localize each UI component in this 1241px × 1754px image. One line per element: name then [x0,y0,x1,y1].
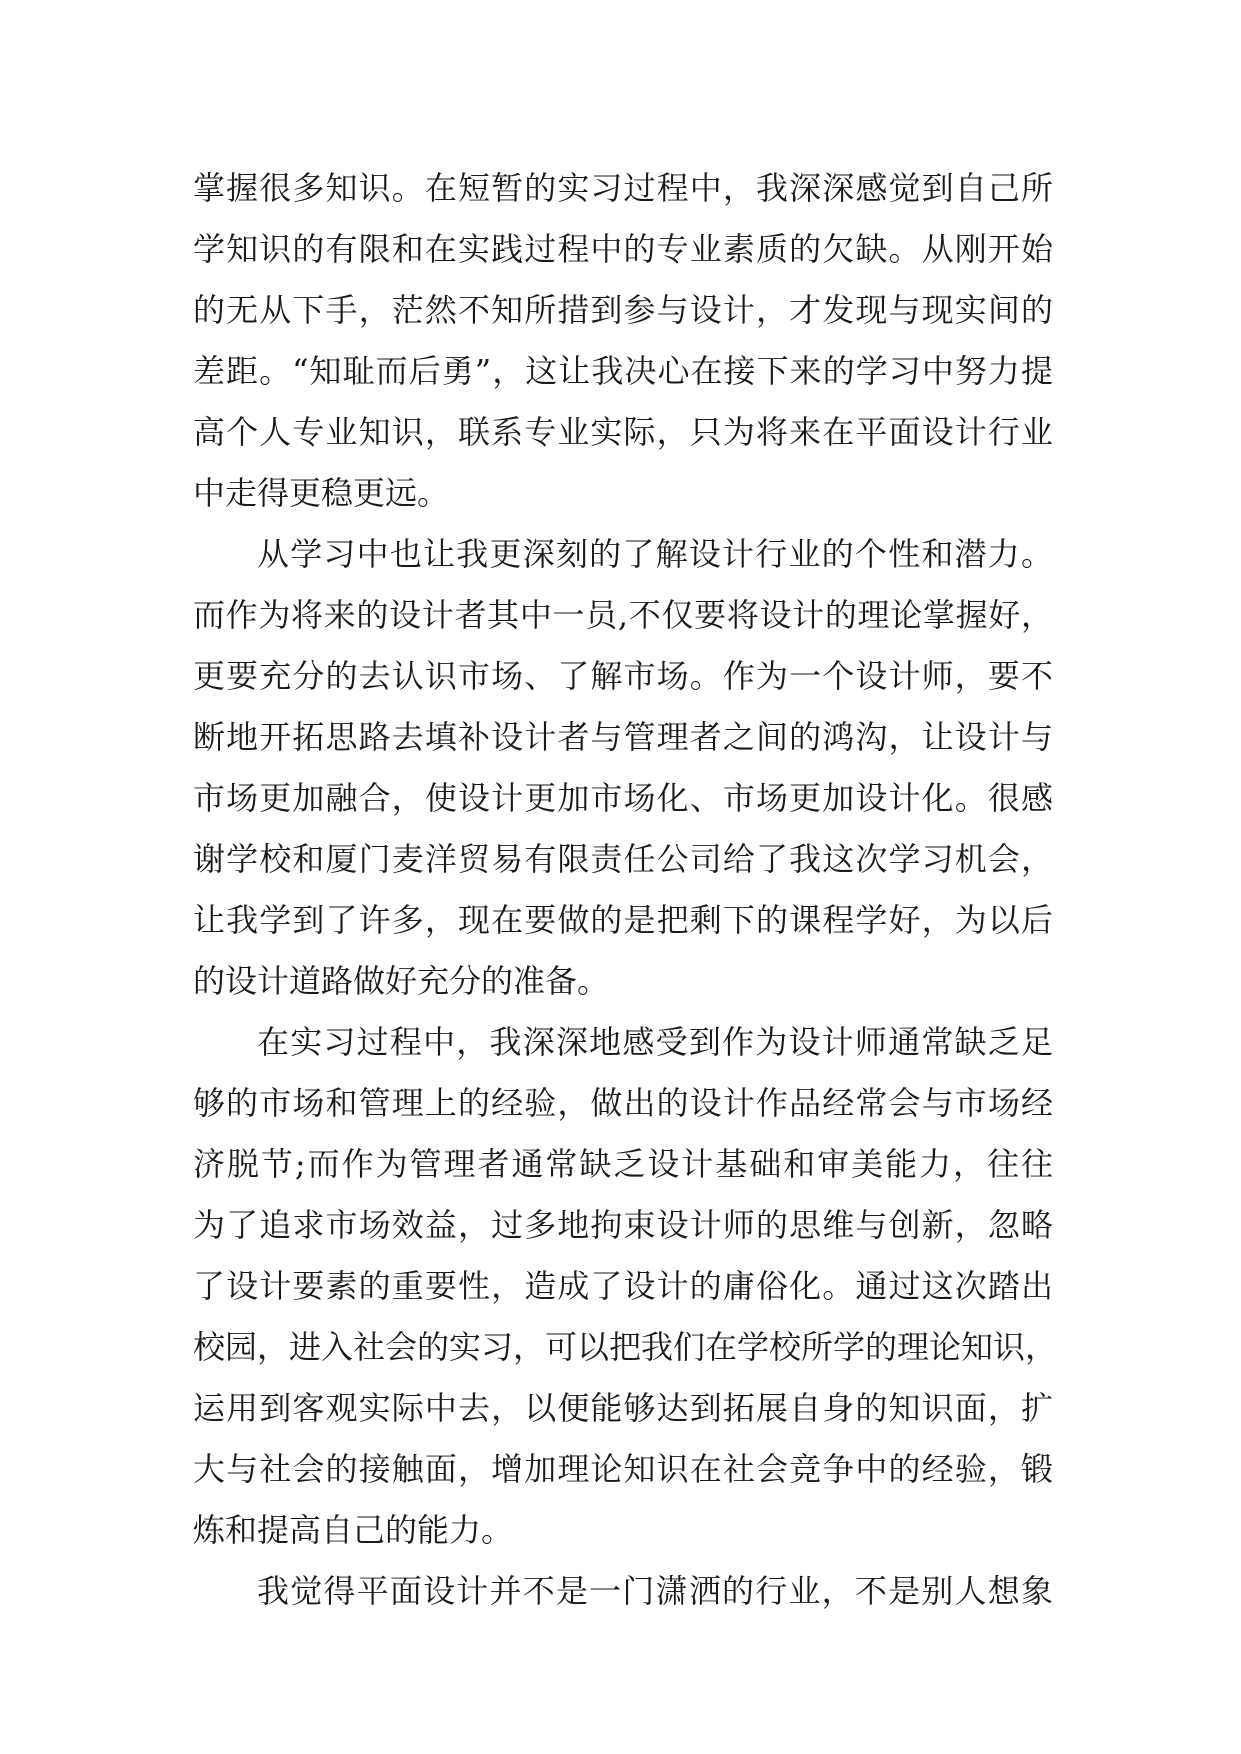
text-line: 的设计道路做好充分的准备。 [193,962,610,1000]
text-line: 差距。“知耻而后勇”，这让我决心在接下来的学习中努力提 [193,352,1053,390]
text-line: 掌握很多知识。在短暂的实习过程中，我深深感觉到自己所 [193,169,1053,207]
text-line: 在实习过程中，我深深地感受到作为设计师通常缺乏足 [257,1023,1053,1061]
text-line: 从学习中也让我更深刻的了解设计行业的个性和潜力。 [257,535,1053,573]
text-line: 市场更加融合，使设计更加市场化、市场更加设计化。很感 [193,779,1053,817]
text-line: 炼和提高自己的能力。 [193,1511,514,1549]
text-line: 中走得更稳更远。 [193,474,450,512]
text-line: 运用到客观实际中去，以便能够达到拓展自身的知识面，扩 [193,1389,1053,1427]
body-text [193,158,1058,1622]
text-line: 让我学到了许多，现在要做的是把剩下的课程学好，为以后 [193,901,1053,939]
text-line: 了设计要素的重要性，造成了设计的庸俗化。通过这次踏出 [193,1267,1053,1305]
text-line: 我觉得平面设计并不是一门潇洒的行业，不是别人想象 [257,1572,1053,1610]
text-line: 更要充分的去认识市场、了解市场。作为一个设计师，要不 [193,657,1053,695]
text-line: 而作为将来的设计者其中一员,不仅要将设计的理论掌握好， [193,596,1053,634]
text-line: 大与社会的接触面，增加理论知识在社会竞争中的经验，锻 [193,1450,1053,1488]
text-line: 断地开拓思路去填补设计者与管理者之间的鸿沟，让设计与 [193,718,1053,756]
text-line: 高个人专业知识，联系专业实际，只为将来在平面设计行业 [193,413,1053,451]
text-line: 谢学校和厦门麦洋贸易有限责任公司给了我这次学习机会， [193,840,1053,878]
text-line: 济脱节;而作为管理者通常缺乏设计基础和审美能力，往往 [193,1145,1053,1183]
text-line: 学知识的有限和在实践过程中的专业素质的欠缺。从刚开始 [193,230,1053,268]
text-line: 为了追求市场效益，过多地拘束设计师的思维与创新，忽略 [193,1206,1053,1244]
text-line: 够的市场和管理上的经验，做出的设计作品经常会与市场经 [193,1084,1053,1122]
text-line: 校园，进入社会的实习，可以把我们在学校所学的理论知识， [193,1328,1058,1366]
text-line: 的无从下手，茫然不知所措到参与设计，才发现与现实间的 [193,291,1053,329]
